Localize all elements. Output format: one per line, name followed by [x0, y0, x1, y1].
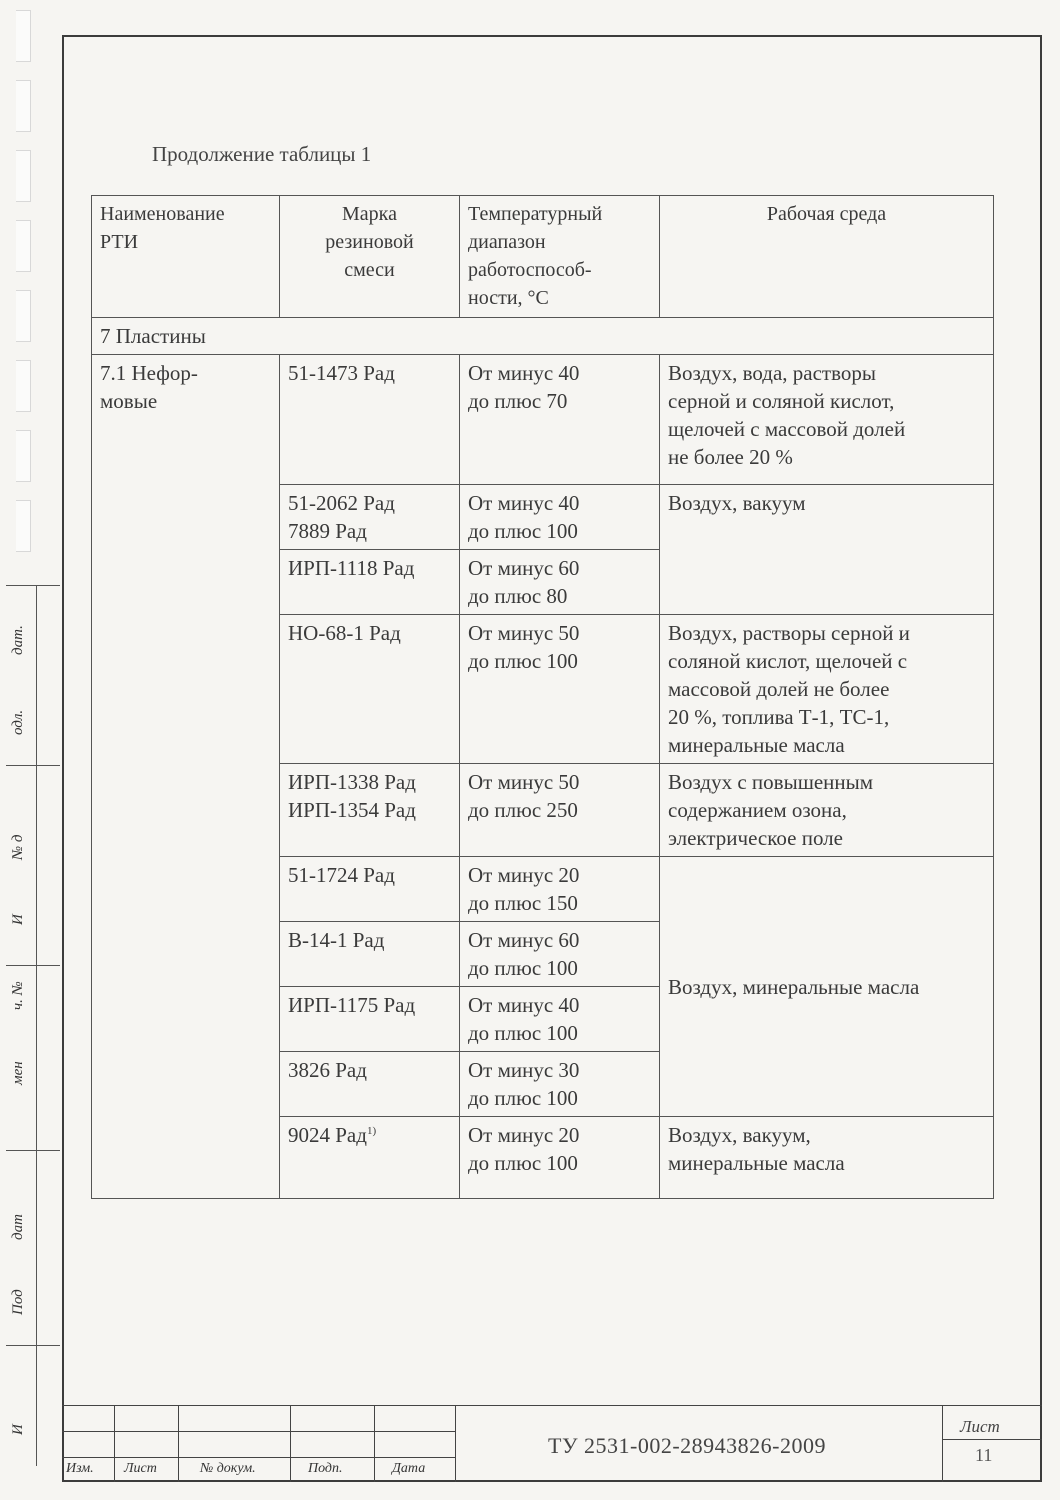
binding-mark	[16, 290, 31, 342]
grade-cell: ИРП-1338 Рад ИРП-1354 Рад	[280, 764, 460, 857]
range-cell: От минус 50 до плюс 250	[460, 764, 660, 857]
header-grade: Марка резиновой смеси	[280, 196, 460, 318]
side-label-i: И	[10, 914, 26, 925]
grade-cell: НО-68-1 Рад	[280, 615, 460, 764]
grade-cell: 51-2062 Рад 7889 Рад	[280, 485, 460, 550]
medium-cell: Воздух, минеральные масла	[660, 857, 994, 1117]
table-row	[92, 355, 994, 485]
range-cell: От минус 30 до плюс 100	[460, 1052, 660, 1117]
medium-cell: Воздух, вакуум	[660, 485, 994, 615]
grade-cell: ИРП-1118 Рад	[280, 550, 460, 615]
section-row	[92, 318, 994, 355]
footnote-mark: 1)	[366, 1125, 377, 1137]
range-cell: От минус 60 до плюс 100	[460, 922, 660, 987]
sheet-number: 11	[975, 1445, 993, 1465]
binding-mark	[16, 430, 31, 482]
binding-mark	[16, 360, 31, 412]
binding-mark	[16, 150, 31, 202]
range-cell: От минус 40 до плюс 100	[460, 485, 660, 550]
grade-cell: В-14-1 Рад	[280, 922, 460, 987]
table-header-row	[92, 196, 994, 318]
side-label-date: дат.	[10, 625, 26, 655]
binding-mark	[16, 220, 31, 272]
binding-mark	[16, 500, 31, 552]
range-cell: От минус 40 до плюс 100	[460, 987, 660, 1052]
specs-table	[91, 195, 994, 1199]
grade-cell: 9024 Рад$^{1)}$	[280, 1117, 460, 1199]
medium-cell: Воздух, вода, растворы серной и соляной кислот, щелочей с массовой долей не более 20 %	[660, 355, 994, 485]
range-cell: От минус 50 до плюс 100	[460, 615, 660, 764]
side-label-inv: И	[10, 1424, 26, 1435]
range-cell: От минус 60 до плюс 80	[460, 550, 660, 615]
side-label-podp: Под	[10, 1289, 26, 1315]
range-cell: От минус 20 до плюс 150	[460, 857, 660, 922]
side-label-doc-no: № д	[10, 834, 26, 860]
binding-mark	[16, 80, 31, 132]
header-name: Наименование РТИ	[92, 196, 280, 318]
medium-cell: Воздух, вакуум, минеральные масла	[660, 1117, 994, 1199]
side-label-date2: дат	[10, 1214, 26, 1240]
medium-cell: Воздух, растворы серной и соляной кислот, щелочей с массовой долей не более 20 %, топлива Т-1, ТС-1, минеральные масла	[660, 615, 994, 764]
label-doc-no: № докум.	[200, 1461, 256, 1476]
range-cell: От минус 20 до плюс 100	[460, 1117, 660, 1199]
medium-cell: Воздух с повышенным содержанием озона, электрическое поле	[660, 764, 994, 857]
header-temp-range: Температурный диапазон работоспособ- ности, °С	[460, 196, 660, 318]
range-cell: От минус 40 до плюс 70	[460, 355, 660, 485]
label-signature: Подп.	[308, 1461, 343, 1476]
table-caption: Продолжение таблицы 1	[152, 142, 372, 166]
grade-cell: ИРП-1175 Рад	[280, 987, 460, 1052]
grade-cell: 51-1724 Рад	[280, 857, 460, 922]
label-izm: Изм.	[66, 1461, 94, 1476]
section-title: 7 Пластины	[92, 318, 994, 355]
label-list: Лист	[124, 1461, 157, 1476]
side-label-inv-no: ч. №	[10, 981, 26, 1010]
sheet-label: Лист	[960, 1417, 1000, 1436]
grade-cell: 3826 Рад	[280, 1052, 460, 1117]
side-label-podl: одл.	[10, 709, 26, 735]
binding-mark	[16, 10, 31, 62]
grade-cell: 51-1473 Рад	[280, 355, 460, 485]
document-code: ТУ 2531-002-28943826-2009	[548, 1433, 826, 1458]
header-medium: Рабочая среда	[660, 196, 994, 318]
label-date: Дата	[392, 1461, 426, 1476]
group-name: 7.1 Нефор- мовые	[92, 355, 280, 1199]
side-label-vzam: мен	[10, 1061, 26, 1085]
